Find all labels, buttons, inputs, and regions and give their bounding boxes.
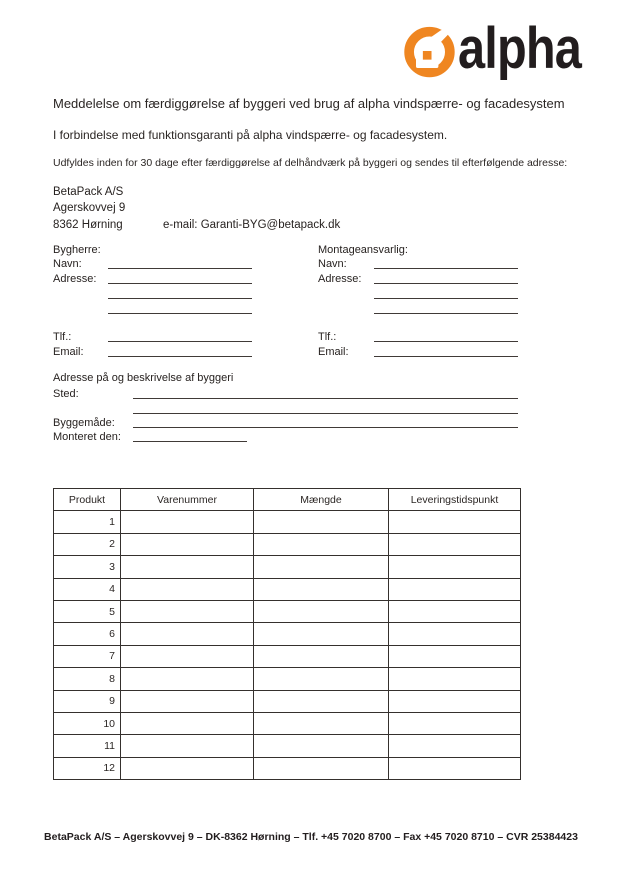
installer-address-label: Adresse:	[318, 273, 362, 286]
varenummer-cell[interactable]	[121, 668, 254, 690]
builder-name-row	[53, 255, 252, 270]
building-heading: Adresse på og beskrivelse af byggeri	[53, 372, 234, 384]
leveringstidspunkt-cell[interactable]	[389, 623, 521, 645]
installer-address-input-line-3[interactable]	[374, 301, 518, 314]
alpha-house-logo-icon	[404, 23, 457, 80]
row-number: 12	[54, 757, 121, 779]
table-row	[54, 578, 521, 600]
builder-email-input-line[interactable]	[108, 344, 252, 357]
maengde-cell[interactable]	[254, 757, 389, 779]
installer-address-row	[318, 270, 518, 285]
table-row	[54, 690, 521, 712]
header-produkt: Produkt	[54, 489, 121, 511]
recipient-address-block	[53, 184, 340, 233]
varenummer-cell[interactable]	[121, 600, 254, 622]
varenummer-cell[interactable]	[121, 735, 254, 757]
header-leveringstidspunkt: Leveringstidspunkt	[389, 489, 521, 511]
row-number: 1	[54, 511, 121, 533]
installer-heading: Montageansvarlig:	[318, 244, 408, 256]
leveringstidspunkt-cell[interactable]	[389, 757, 521, 779]
installer-address-row-2	[318, 285, 518, 300]
builder-address-row-2	[53, 285, 252, 300]
table-row	[54, 735, 521, 757]
varenummer-cell[interactable]	[121, 757, 254, 779]
table-row	[54, 645, 521, 667]
spacer	[318, 315, 518, 327]
row-number: 11	[54, 735, 121, 757]
row-number: 5	[54, 600, 121, 622]
building-place-row-2	[53, 400, 518, 414]
leveringstidspunkt-cell[interactable]	[389, 735, 521, 757]
builder-name-input-line[interactable]	[108, 256, 252, 269]
maengde-cell[interactable]	[254, 511, 389, 533]
building-mounted-date-label: Monteret den:	[53, 431, 121, 444]
leveringstidspunkt-cell[interactable]	[389, 645, 521, 667]
fill-instruction: Udfyldes inden for 30 dage efter færdiggørelse af delhåndværk på byggeri og sendes til efterfølgende adresse:	[53, 157, 568, 169]
leveringstidspunkt-cell[interactable]	[389, 600, 521, 622]
building-method-label: Byggemåde:	[53, 416, 115, 429]
table-row	[54, 511, 521, 533]
builder-email-label: Email:	[53, 345, 84, 358]
row-number: 6	[54, 623, 121, 645]
maengde-cell[interactable]	[254, 578, 389, 600]
table-row	[54, 712, 521, 734]
page-title: Meddelelse om færdiggørelse af byggeri ved brug af alpha vindspærre- og facadesystem	[53, 96, 565, 111]
installer-address-input-line-2[interactable]	[374, 286, 518, 299]
builder-address-input-line-2[interactable]	[108, 286, 252, 299]
page-subtitle: I forbindelse med funktionsgaranti på alpha vindspærre- og facadesystem.	[53, 128, 448, 142]
row-number: 3	[54, 556, 121, 578]
table-row	[54, 623, 521, 645]
building-mounted-date-row	[53, 429, 518, 443]
row-number: 2	[54, 533, 121, 555]
installer-phone-row	[318, 328, 518, 343]
table-row	[54, 600, 521, 622]
installer-section	[318, 245, 518, 358]
varenummer-cell[interactable]	[121, 556, 254, 578]
builder-phone-label: Tlf.:	[53, 330, 72, 343]
builder-address-input-line-3[interactable]	[108, 301, 252, 314]
maengde-cell[interactable]	[254, 668, 389, 690]
varenummer-cell[interactable]	[121, 578, 254, 600]
leveringstidspunkt-cell[interactable]	[389, 690, 521, 712]
table-row	[54, 533, 521, 555]
installer-name-input-line[interactable]	[374, 256, 518, 269]
builder-address-row-3	[53, 300, 252, 315]
row-number: 9	[54, 690, 121, 712]
varenummer-cell[interactable]	[121, 712, 254, 734]
varenummer-cell[interactable]	[121, 623, 254, 645]
installer-name-label: Navn:	[318, 258, 347, 271]
table-row	[54, 757, 521, 779]
header-varenummer: Varenummer	[121, 489, 254, 511]
installer-address-input-line[interactable]	[374, 271, 518, 284]
installer-phone-input-line[interactable]	[374, 329, 518, 342]
table-header-row	[54, 489, 521, 511]
installer-email-label: Email:	[318, 345, 349, 358]
recipient-company: BetaPack A/S	[53, 186, 124, 198]
header-maengde: Mængde	[254, 489, 389, 511]
building-place-input-line[interactable]	[133, 386, 518, 399]
builder-address-input-line[interactable]	[108, 271, 252, 284]
row-number: 10	[54, 712, 121, 734]
builder-phone-input-line[interactable]	[108, 329, 252, 342]
recipient-email: e-mail: Garanti-BYG@betapack.dk	[163, 218, 341, 231]
installer-name-row	[318, 255, 518, 270]
building-place-row	[53, 386, 518, 400]
maengde-cell[interactable]	[254, 690, 389, 712]
products-table	[53, 488, 521, 780]
recipient-city: 8362 Hørning	[53, 218, 123, 231]
building-method-row	[53, 415, 518, 429]
recipient-street: Agerskovvej 9	[53, 202, 126, 215]
maengde-cell[interactable]	[254, 712, 389, 734]
builder-phone-row	[53, 328, 252, 343]
maengde-cell[interactable]	[254, 600, 389, 622]
row-number: 7	[54, 645, 121, 667]
installer-email-row	[318, 343, 518, 358]
building-method-input-line[interactable]	[133, 415, 518, 428]
varenummer-cell[interactable]	[121, 645, 254, 667]
brand-wordmark: alpha	[458, 16, 582, 81]
varenummer-cell[interactable]	[121, 690, 254, 712]
maengde-cell[interactable]	[254, 533, 389, 555]
maengde-cell[interactable]	[254, 645, 389, 667]
builder-section	[53, 245, 252, 358]
spacer	[53, 315, 252, 327]
builder-address-label: Adresse:	[53, 273, 97, 286]
building-mounted-date-input-line[interactable]	[133, 429, 247, 442]
row-number: 4	[54, 578, 121, 600]
installer-email-input-line[interactable]	[374, 344, 518, 357]
leveringstidspunkt-cell[interactable]	[389, 712, 521, 734]
leveringstidspunkt-cell[interactable]	[389, 533, 521, 555]
builder-name-label: Navn:	[53, 258, 82, 271]
table-row	[54, 556, 521, 578]
builder-heading: Bygherre:	[53, 244, 101, 256]
leveringstidspunkt-cell[interactable]	[389, 556, 521, 578]
maengde-cell[interactable]	[254, 556, 389, 578]
products-table-section	[53, 488, 521, 780]
builder-address-row	[53, 270, 252, 285]
building-description-section	[53, 372, 518, 443]
leveringstidspunkt-cell[interactable]	[389, 668, 521, 690]
builder-email-row	[53, 343, 252, 358]
row-number: 8	[54, 668, 121, 690]
maengde-cell[interactable]	[254, 623, 389, 645]
building-place-input-line-2[interactable]	[133, 401, 518, 414]
installer-phone-label: Tlf.:	[318, 330, 337, 343]
maengde-cell[interactable]	[254, 735, 389, 757]
varenummer-cell[interactable]	[121, 533, 254, 555]
building-place-label: Sted:	[53, 388, 79, 401]
company-footer: BetaPack A/S – Agerskovvej 9 – DK-8362 Hørning – Tlf. +45 7020 8700 – Fax +45 7020 8710 – CVR 25384423	[44, 831, 578, 843]
table-row	[54, 668, 521, 690]
leveringstidspunkt-cell[interactable]	[389, 578, 521, 600]
varenummer-cell[interactable]	[121, 511, 254, 533]
installer-address-row-3	[318, 300, 518, 315]
leveringstidspunkt-cell[interactable]	[389, 511, 521, 533]
